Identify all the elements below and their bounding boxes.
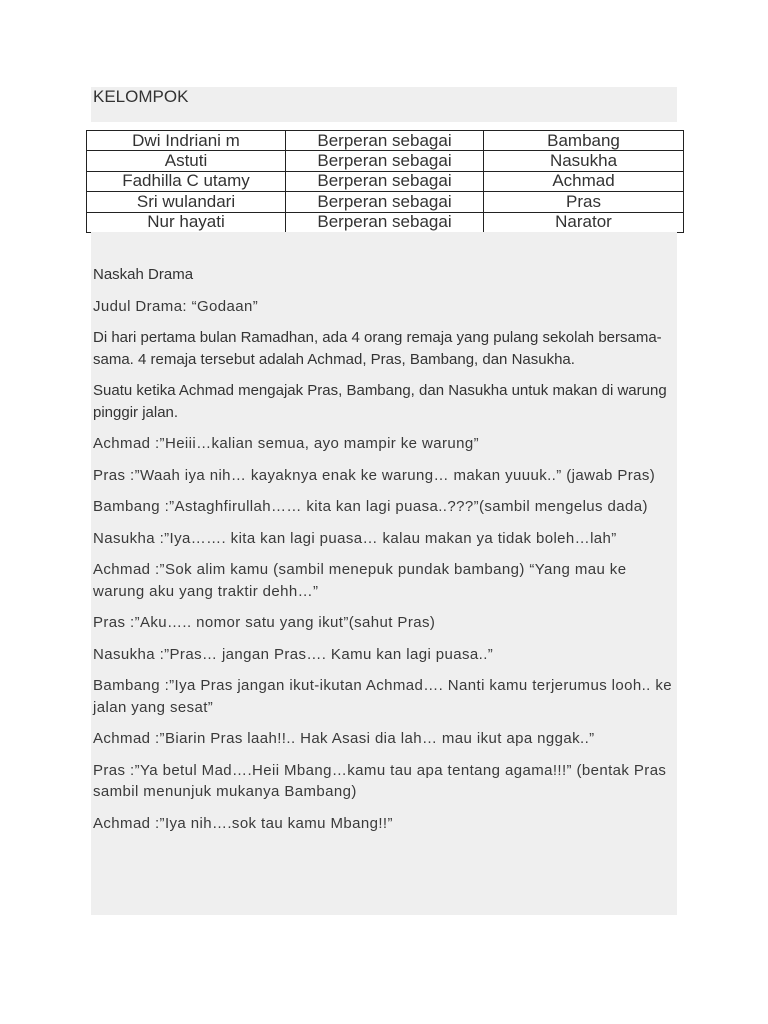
- table-row: [87, 151, 684, 171]
- table-row: [87, 192, 684, 212]
- member-name: Fadhilla C utamy: [87, 171, 286, 191]
- dialogue-line: Nasukha :”Pras… jangan Pras…. Kamu kan lagi puasa..”: [93, 645, 494, 663]
- script-paragraph: Suatu ketika Achmad mengajak Pras, Bambang, dan Nasukha untuk makan di warung pinggir jalan.: [93, 382, 667, 421]
- member-character: Narator: [484, 212, 684, 232]
- member-character: Nasukha: [484, 151, 684, 171]
- dialogue-line: Bambang :”Iya Pras jangan ikut-ikutan Achmad…. Nanti kamu terjerumus looh.. ke jalan yang sesat”: [93, 677, 672, 716]
- member-role: Berperan sebagai: [286, 171, 484, 191]
- dialogue-line: Nasukha :”Iya……. kita kan lagi puasa… kalau makan ya tidak boleh…lah”: [93, 529, 617, 547]
- member-name: Sri wulandari: [87, 192, 286, 212]
- member-character: Pras: [484, 192, 684, 212]
- member-role: Berperan sebagai: [286, 151, 484, 171]
- table-row: [87, 171, 684, 191]
- member-role: Berperan sebagai: [286, 192, 484, 212]
- script-paragraph: Di hari pertama bulan Ramadhan, ada 4 orang remaja yang pulang sekolah bersama-sama. 4 remaja tersebut adalah Achmad, Pras, Bambang, dan Nasukha.: [93, 329, 662, 368]
- table-row: [87, 212, 684, 232]
- group-header: [91, 87, 677, 122]
- dialogue-line: Pras :”Waah iya nih… kayaknya enak ke warung… makan yuuuk..” (jawab Pras): [93, 466, 656, 484]
- member-name: Astuti: [87, 151, 286, 171]
- dialogue-line: Pras :”Ya betul Mad….Heii Mbang…kamu tau apa tentang agama!!!” (bentak Pras sambil menunjuk mukanya Bambang): [93, 761, 667, 800]
- group-label: KELOMPOK: [93, 87, 189, 106]
- table-row: [87, 131, 684, 151]
- script-heading: Naskah Drama: [93, 266, 194, 283]
- members-table: [86, 130, 684, 233]
- member-role: Berperan sebagai: [286, 212, 484, 232]
- dialogue-line: Achmad :”Heiii…kalian semua, ayo mampir ke warung”: [93, 435, 479, 452]
- dialogue-line: Achmad :”Sok alim kamu (sambil menepuk pundak bambang) “Yang mau ke warung aku yang traktir dehh…”: [93, 561, 627, 600]
- member-character: Bambang: [484, 131, 684, 151]
- drama-script: [93, 264, 675, 844]
- dialogue-line: Achmad :”Iya nih….sok tau kamu Mbang!!”: [93, 814, 393, 832]
- member-character: Achmad: [484, 171, 684, 191]
- dialogue-line: Achmad :”Biarin Pras laah!!.. Hak Asasi dia lah… mau ikut apa nggak..”: [93, 730, 595, 747]
- dialogue-line: Pras :”Aku….. nomor satu yang ikut”(sahut Pras): [93, 614, 436, 631]
- drama-title: Judul Drama: “Godaan”: [93, 297, 259, 315]
- member-name: Nur hayati: [87, 212, 286, 232]
- dialogue-line: Bambang :”Astaghfirullah…… kita kan lagi puasa..???”(sambil mengelus dada): [93, 498, 648, 515]
- member-name: Dwi Indriani m: [87, 131, 286, 151]
- member-role: Berperan sebagai: [286, 131, 484, 151]
